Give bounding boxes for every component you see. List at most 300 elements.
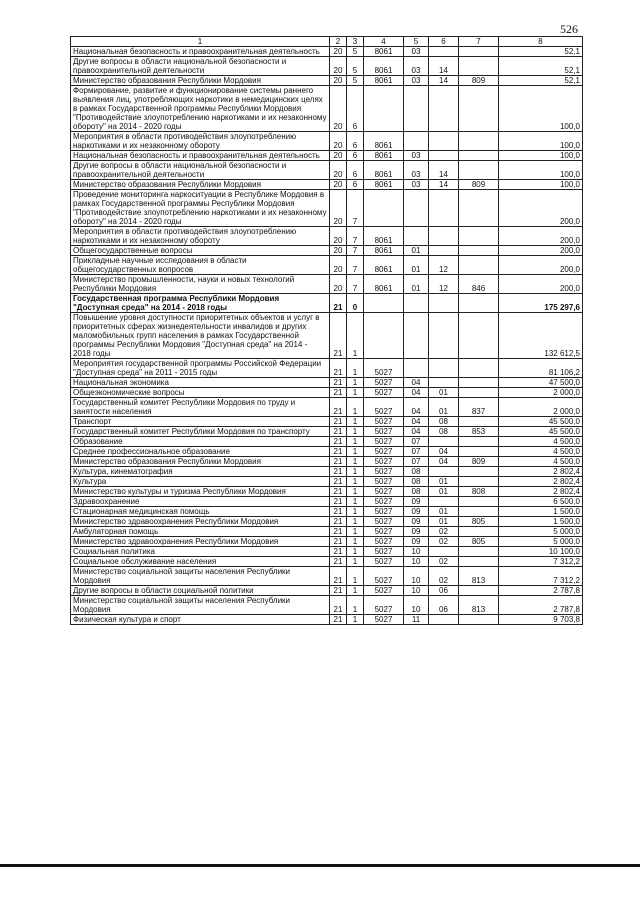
cell-code-5: 01 [404, 275, 429, 294]
cell-code-7: 837 [459, 398, 499, 417]
cell-code-4: 5027 [364, 467, 404, 477]
cell-code-7 [459, 161, 499, 180]
cell-name: Национальная экономика [71, 378, 330, 388]
table-row [71, 457, 583, 467]
cell-code-7 [459, 557, 499, 567]
cell-code-2: 20 [330, 47, 347, 57]
cell-code-2: 20 [330, 151, 347, 161]
cell-name: Другие вопросы в области национальной безопасности и правоохранительной деятельности [71, 57, 330, 76]
cell-name: Министерство социальной защиты населения Республики Мордовия [71, 567, 330, 586]
cell-name: Культура [71, 477, 330, 487]
cell-code-2: 21 [330, 507, 347, 517]
cell-code-2: 20 [330, 227, 347, 246]
cell-code-4: 5027 [364, 537, 404, 547]
cell-code-3: 0 [347, 294, 364, 313]
cell-code-7 [459, 507, 499, 517]
cell-name: Амбулаторная помощь [71, 527, 330, 537]
cell-code-5: 09 [404, 497, 429, 507]
cell-amount: 45 500,0 [499, 417, 583, 427]
cell-code-4: 8061 [364, 227, 404, 246]
cell-code-6: 12 [429, 256, 459, 275]
table-row [71, 517, 583, 527]
cell-name: Культура, кинематография [71, 467, 330, 477]
cell-amount: 52,1 [499, 47, 583, 57]
cell-name: Социальная политика [71, 547, 330, 557]
cell-code-5: 03 [404, 47, 429, 57]
cell-code-3: 1 [347, 615, 364, 625]
cell-amount: 100,0 [499, 180, 583, 190]
cell-code-6: 06 [429, 586, 459, 596]
cell-code-6 [429, 378, 459, 388]
cell-amount: 9 703,8 [499, 615, 583, 625]
cell-code-2: 21 [330, 313, 347, 359]
column-header: 2 [330, 37, 347, 47]
cell-code-4: 5027 [364, 437, 404, 447]
cell-name: Общегосударственные вопросы [71, 246, 330, 256]
cell-code-6 [429, 227, 459, 246]
table-row [71, 256, 583, 275]
cell-code-5 [404, 359, 429, 378]
cell-amount: 52,1 [499, 76, 583, 86]
cell-code-5: 08 [404, 467, 429, 477]
cell-code-6 [429, 497, 459, 507]
table-row [71, 437, 583, 447]
cell-code-2: 21 [330, 427, 347, 437]
column-header: 1 [71, 37, 330, 47]
cell-code-2: 21 [330, 567, 347, 586]
cell-code-4: 5027 [364, 507, 404, 517]
cell-code-2: 21 [330, 547, 347, 557]
cell-amount: 4 500,0 [499, 447, 583, 457]
table-row [71, 447, 583, 457]
cell-amount: 132 612,5 [499, 313, 583, 359]
table-row [71, 427, 583, 437]
cell-code-7: 808 [459, 487, 499, 497]
budget-table [70, 36, 583, 625]
cell-code-3: 7 [347, 275, 364, 294]
cell-code-3: 1 [347, 313, 364, 359]
cell-code-4: 8061 [364, 246, 404, 256]
cell-code-6 [429, 467, 459, 477]
cell-amount: 7 312,2 [499, 557, 583, 567]
cell-code-6: 14 [429, 76, 459, 86]
cell-code-6 [429, 246, 459, 256]
cell-code-5: 04 [404, 378, 429, 388]
table-row [71, 359, 583, 378]
cell-code-3: 1 [347, 457, 364, 467]
cell-name: Социальное обслуживание населения [71, 557, 330, 567]
cell-code-3: 1 [347, 567, 364, 586]
table-row [71, 467, 583, 477]
cell-code-6: 08 [429, 427, 459, 437]
cell-amount: 7 312,2 [499, 567, 583, 586]
cell-code-6: 01 [429, 477, 459, 487]
cell-code-2: 21 [330, 487, 347, 497]
table-row [71, 227, 583, 246]
cell-code-7: 853 [459, 427, 499, 437]
cell-code-3: 1 [347, 527, 364, 537]
cell-name: Стационарная медицинская помощь [71, 507, 330, 517]
cell-code-4: 8061 [364, 275, 404, 294]
cell-code-5: 11 [404, 615, 429, 625]
cell-code-4: 5027 [364, 517, 404, 527]
cell-code-2: 21 [330, 417, 347, 427]
cell-code-7 [459, 246, 499, 256]
cell-name: Здравоохранение [71, 497, 330, 507]
cell-name: Физическая культура и спорт [71, 615, 330, 625]
table-header-row [71, 37, 583, 47]
cell-amount: 2 000,0 [499, 388, 583, 398]
table-row [71, 527, 583, 537]
cell-code-4: 8061 [364, 47, 404, 57]
cell-code-7 [459, 57, 499, 76]
table-row [71, 487, 583, 497]
cell-amount: 100,0 [499, 132, 583, 151]
cell-amount: 2 787,8 [499, 586, 583, 596]
cell-code-7 [459, 467, 499, 477]
cell-amount: 100,0 [499, 161, 583, 180]
cell-code-3: 6 [347, 180, 364, 190]
cell-code-7 [459, 378, 499, 388]
cell-code-6 [429, 359, 459, 378]
column-header: 8 [499, 37, 583, 47]
cell-code-3: 7 [347, 256, 364, 275]
cell-code-2: 21 [330, 388, 347, 398]
cell-name: Прикладные научные исследования в области общегосударственных вопросов [71, 256, 330, 275]
cell-amount: 200,0 [499, 246, 583, 256]
table-row [71, 567, 583, 586]
cell-code-3: 7 [347, 190, 364, 227]
cell-code-7: 805 [459, 537, 499, 547]
cell-amount: 47 500,0 [499, 378, 583, 388]
cell-code-7: 809 [459, 457, 499, 467]
cell-code-4: 5027 [364, 388, 404, 398]
cell-code-6 [429, 615, 459, 625]
cell-code-5 [404, 227, 429, 246]
cell-code-5 [404, 294, 429, 313]
cell-code-2: 21 [330, 398, 347, 417]
cell-code-5: 09 [404, 537, 429, 547]
cell-code-2: 21 [330, 615, 347, 625]
cell-name: Среднее профессиональное образование [71, 447, 330, 457]
cell-code-5: 08 [404, 487, 429, 497]
cell-code-7 [459, 294, 499, 313]
cell-code-3: 6 [347, 161, 364, 180]
cell-code-5: 01 [404, 246, 429, 256]
cell-code-4: 5027 [364, 557, 404, 567]
cell-code-7 [459, 447, 499, 457]
cell-code-5: 09 [404, 507, 429, 517]
cell-code-3: 1 [347, 596, 364, 615]
cell-code-2: 21 [330, 447, 347, 457]
cell-code-7 [459, 477, 499, 487]
cell-code-6: 14 [429, 57, 459, 76]
table-row [71, 132, 583, 151]
table-row [71, 596, 583, 615]
table-row [71, 246, 583, 256]
cell-code-4: 5027 [364, 567, 404, 586]
column-header: 7 [459, 37, 499, 47]
column-header: 5 [404, 37, 429, 47]
cell-code-4: 8061 [364, 132, 404, 151]
cell-code-3: 1 [347, 398, 364, 417]
cell-amount: 2 787,8 [499, 596, 583, 615]
cell-code-5 [404, 190, 429, 227]
cell-code-5: 08 [404, 477, 429, 487]
cell-name: Министерство образования Республики Мордовия [71, 76, 330, 86]
cell-code-6: 14 [429, 161, 459, 180]
cell-code-3: 6 [347, 132, 364, 151]
cell-code-6: 01 [429, 487, 459, 497]
cell-code-3: 1 [347, 497, 364, 507]
cell-code-3: 5 [347, 57, 364, 76]
cell-code-5: 09 [404, 527, 429, 537]
page-number: 526 [560, 22, 578, 36]
cell-code-4: 8061 [364, 180, 404, 190]
cell-code-3: 1 [347, 417, 364, 427]
cell-code-3: 1 [347, 537, 364, 547]
cell-code-5 [404, 86, 429, 132]
table-row [71, 275, 583, 294]
cell-code-5: 03 [404, 151, 429, 161]
cell-code-2: 21 [330, 596, 347, 615]
cell-code-2: 21 [330, 359, 347, 378]
cell-code-5: 07 [404, 447, 429, 457]
table-row [71, 378, 583, 388]
cell-code-2: 21 [330, 586, 347, 596]
cell-code-4: 8061 [364, 57, 404, 76]
cell-code-7: 805 [459, 517, 499, 527]
cell-code-7: 809 [459, 76, 499, 86]
cell-code-6: 04 [429, 447, 459, 457]
cell-name: Министерство промышленности, науки и новых технологий Республики Мордовия [71, 275, 330, 294]
cell-code-7 [459, 437, 499, 447]
cell-name: Повышение уровня доступности приоритетных объектов и услуг в приоритетных сферах жизнедеятельности инвалидов и других маломобильных групп населения в рамках Государственной программы Республики Мордовия "Доступная среда" на 2014 - 2018 годы [71, 313, 330, 359]
table-row [71, 417, 583, 427]
cell-code-5: 10 [404, 567, 429, 586]
cell-code-6: 01 [429, 398, 459, 417]
cell-code-2: 20 [330, 256, 347, 275]
cell-code-3: 1 [347, 427, 364, 437]
cell-code-7 [459, 47, 499, 57]
column-header: 4 [364, 37, 404, 47]
cell-code-6: 12 [429, 275, 459, 294]
cell-code-5: 10 [404, 557, 429, 567]
cell-code-2: 20 [330, 161, 347, 180]
cell-code-4: 8061 [364, 161, 404, 180]
cell-code-7 [459, 151, 499, 161]
cell-code-5: 04 [404, 398, 429, 417]
cell-code-2: 21 [330, 294, 347, 313]
cell-code-7 [459, 586, 499, 596]
cell-code-6 [429, 190, 459, 227]
cell-code-3: 1 [347, 507, 364, 517]
table-row [71, 477, 583, 487]
cell-code-4 [364, 86, 404, 132]
cell-amount: 200,0 [499, 227, 583, 246]
cell-code-6: 08 [429, 417, 459, 427]
cell-amount: 1 500,0 [499, 517, 583, 527]
table-row [71, 398, 583, 417]
cell-code-6: 01 [429, 388, 459, 398]
cell-code-2: 21 [330, 467, 347, 477]
cell-code-3: 1 [347, 467, 364, 477]
cell-code-6 [429, 313, 459, 359]
cell-code-3: 6 [347, 151, 364, 161]
cell-code-3: 1 [347, 517, 364, 527]
cell-code-7 [459, 615, 499, 625]
cell-code-6 [429, 437, 459, 447]
cell-code-6: 01 [429, 517, 459, 527]
table-row [71, 76, 583, 86]
cell-code-4: 5027 [364, 378, 404, 388]
table-row [71, 497, 583, 507]
cell-amount: 4 500,0 [499, 437, 583, 447]
cell-code-3: 7 [347, 227, 364, 246]
cell-code-5: 07 [404, 437, 429, 447]
cell-code-3: 1 [347, 487, 364, 497]
cell-code-5: 03 [404, 57, 429, 76]
cell-code-7 [459, 417, 499, 427]
cell-name: Государственный комитет Республики Мордовия по труду и занятости населения [71, 398, 330, 417]
cell-amount: 2 802,4 [499, 477, 583, 487]
cell-code-5: 04 [404, 417, 429, 427]
cell-amount: 2 802,4 [499, 487, 583, 497]
cell-code-4: 5027 [364, 417, 404, 427]
cell-code-5 [404, 313, 429, 359]
cell-code-5 [404, 132, 429, 151]
cell-code-7: 813 [459, 596, 499, 615]
table-row [71, 507, 583, 517]
cell-code-2: 21 [330, 557, 347, 567]
cell-amount: 2 000,0 [499, 398, 583, 417]
cell-name: Министерство образования Республики Мордовия [71, 457, 330, 467]
table-row [71, 151, 583, 161]
cell-code-4: 5027 [364, 447, 404, 457]
cell-code-7 [459, 359, 499, 378]
cell-amount: 5 000,0 [499, 537, 583, 547]
cell-code-6 [429, 47, 459, 57]
cell-code-2: 21 [330, 477, 347, 487]
cell-code-3: 5 [347, 47, 364, 57]
cell-code-7 [459, 313, 499, 359]
cell-code-4: 8061 [364, 151, 404, 161]
cell-name: Национальная безопасность и правоохранительная деятельность [71, 151, 330, 161]
cell-code-4: 5027 [364, 547, 404, 557]
cell-code-5: 10 [404, 547, 429, 557]
cell-code-6: 02 [429, 557, 459, 567]
cell-name: Министерство культуры и туризма Республики Мордовия [71, 487, 330, 497]
cell-name: Образование [71, 437, 330, 447]
cell-code-7 [459, 86, 499, 132]
cell-code-2: 21 [330, 378, 347, 388]
cell-code-3: 7 [347, 246, 364, 256]
cell-code-4: 5027 [364, 359, 404, 378]
cell-code-3: 1 [347, 378, 364, 388]
cell-code-3: 1 [347, 477, 364, 487]
cell-code-6 [429, 294, 459, 313]
table-row [71, 537, 583, 547]
cell-code-7 [459, 227, 499, 246]
cell-code-2: 20 [330, 275, 347, 294]
cell-code-3: 1 [347, 547, 364, 557]
cell-amount: 175 297,6 [499, 294, 583, 313]
cell-amount: 10 100,0 [499, 547, 583, 557]
cell-code-2: 20 [330, 132, 347, 151]
cell-code-6 [429, 132, 459, 151]
cell-name: Министерство здравоохранения Республики Мордовия [71, 537, 330, 547]
cell-code-6: 02 [429, 567, 459, 586]
cell-amount: 200,0 [499, 275, 583, 294]
table-row [71, 161, 583, 180]
table-row [71, 313, 583, 359]
cell-code-4 [364, 190, 404, 227]
cell-code-5: 04 [404, 427, 429, 437]
cell-code-7: 809 [459, 180, 499, 190]
cell-code-2: 21 [330, 437, 347, 447]
cell-code-2: 20 [330, 57, 347, 76]
cell-code-6: 01 [429, 507, 459, 517]
cell-code-2: 20 [330, 76, 347, 86]
cell-name: Министерство образования Республики Мордовия [71, 180, 330, 190]
cell-code-6: 06 [429, 596, 459, 615]
cell-code-4 [364, 313, 404, 359]
cell-name: Другие вопросы в области национальной безопасности и правоохранительной деятельности [71, 161, 330, 180]
table-row [71, 586, 583, 596]
cell-name: Транспорт [71, 417, 330, 427]
cell-code-7 [459, 190, 499, 227]
cell-code-5: 09 [404, 517, 429, 527]
cell-code-5: 10 [404, 586, 429, 596]
cell-amount: 4 500,0 [499, 457, 583, 467]
cell-amount: 200,0 [499, 256, 583, 275]
cell-code-3: 1 [347, 557, 364, 567]
cell-amount: 52,1 [499, 57, 583, 76]
cell-code-4 [364, 294, 404, 313]
cell-code-5: 03 [404, 180, 429, 190]
cell-code-2: 20 [330, 180, 347, 190]
cell-code-3: 1 [347, 447, 364, 457]
cell-code-2: 21 [330, 517, 347, 527]
cell-code-5: 04 [404, 388, 429, 398]
table-row [71, 557, 583, 567]
cell-code-7 [459, 527, 499, 537]
cell-code-3: 1 [347, 586, 364, 596]
cell-code-4: 5027 [364, 457, 404, 467]
cell-code-3: 1 [347, 437, 364, 447]
cell-code-4: 8061 [364, 76, 404, 86]
cell-code-6: 04 [429, 457, 459, 467]
cell-amount: 100,0 [499, 151, 583, 161]
table-row [71, 615, 583, 625]
cell-code-3: 6 [347, 86, 364, 132]
budget-table-container [70, 36, 582, 625]
column-header: 6 [429, 37, 459, 47]
cell-code-5: 03 [404, 161, 429, 180]
cell-amount: 5 000,0 [499, 527, 583, 537]
cell-amount: 81 106,2 [499, 359, 583, 378]
cell-amount: 2 802,4 [499, 467, 583, 477]
cell-code-6: 14 [429, 180, 459, 190]
cell-code-7 [459, 547, 499, 557]
cell-name: Министерство здравоохранения Республики Мордовия [71, 517, 330, 527]
cell-code-2: 20 [330, 190, 347, 227]
cell-code-6: 02 [429, 537, 459, 547]
table-row [71, 86, 583, 132]
cell-name: Государственный комитет Республики Мордовия по транспорту [71, 427, 330, 437]
table-row [71, 47, 583, 57]
table-row [71, 180, 583, 190]
